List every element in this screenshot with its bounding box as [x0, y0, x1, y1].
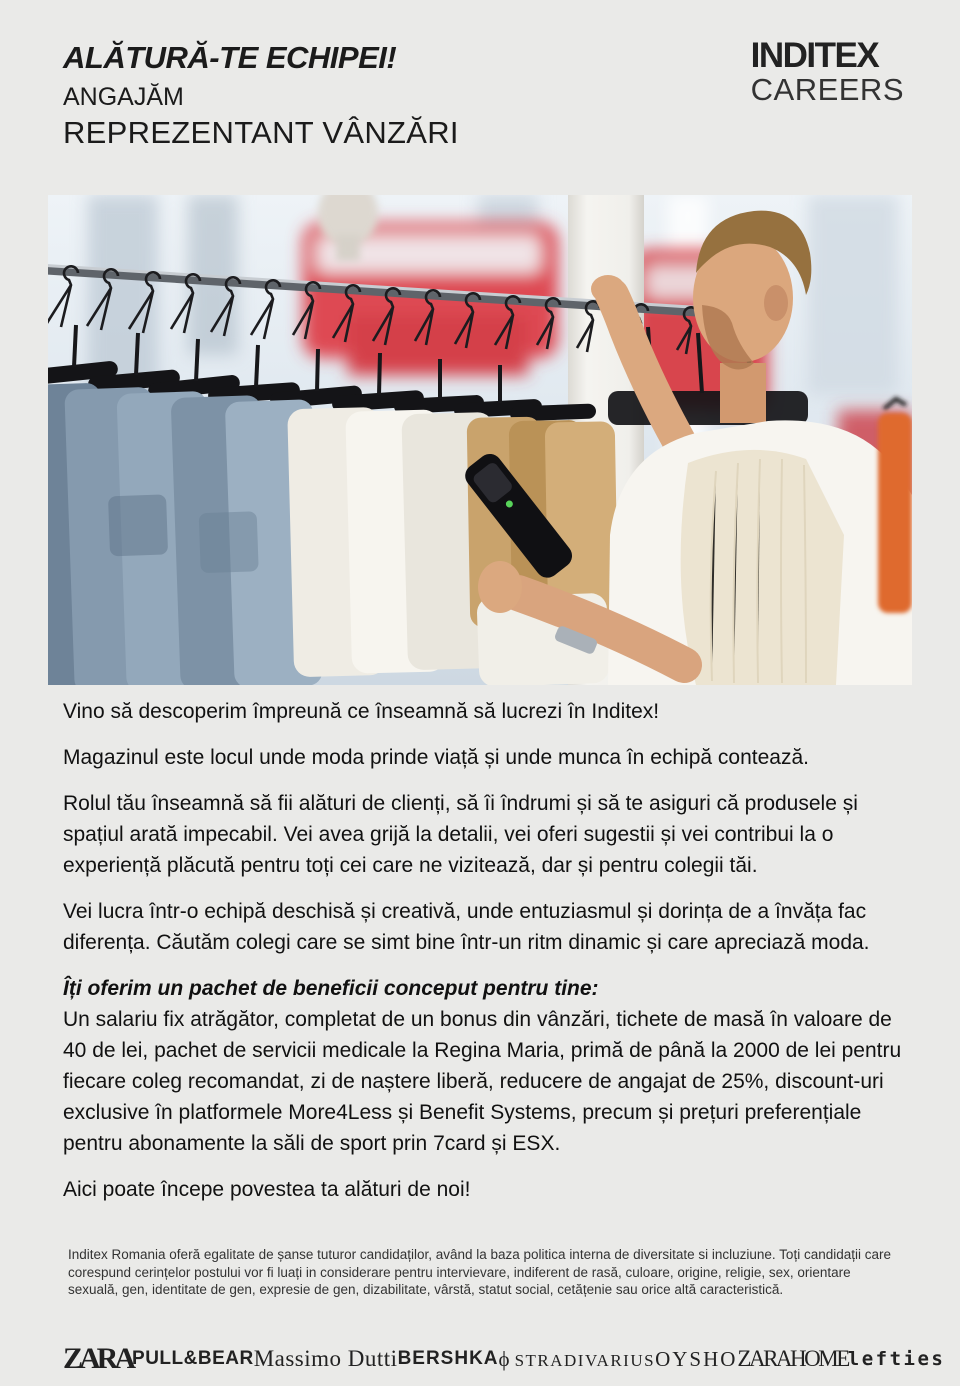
brand-logo-lefties: lefties: [847, 1348, 946, 1370]
paragraph-role: Rolul tău înseamnă să fii alături de clienți, să îi îndrumi și să te asiguri că produsele și spațiul arată impecabil. Vei avea grijă la detalii, vei oferi sugestii și vei contribui la o experiență plăcută pentru toți cei care ne vizitează, dar și pentru colegii tăi.: [63, 792, 858, 877]
inditex-careers-logo: [751, 38, 904, 105]
stradivarius-clef-icon: ϕ: [498, 1346, 510, 1371]
stradivarius-wordmark: STRADIVARIUS: [514, 1350, 656, 1370]
brand-logo-massimo-dutti: Massimo Dutti: [253, 1346, 398, 1371]
orange-garment: [878, 399, 912, 613]
brand-footer: [63, 1336, 946, 1382]
intro-line: Vino să descoperim împreună ce înseamnă să lucrezi în Inditex!: [63, 700, 660, 723]
logo-careers: CAREERS: [750, 72, 904, 107]
benefits-body: Un salariu fix atrăgător, completat de un bonus din vânzări, tichete de masă în valoare de 40 de lei, pachet de servicii medicale la Regina Maria, primă de până la 2000 de lei pentru fiecare coleg recomandat, zi de naștere liberă, reducere de angajat de 25%, discount-uri exclusive în platformele More4Less și Benefit Systems, precum și prețuri preferențiale pentru abonamente la săli de sport prin 7card și ESX.: [63, 1008, 902, 1155]
right-hand: [591, 275, 625, 303]
brand-logo-bershka: BERSHKA: [397, 1348, 499, 1369]
left-hand: [478, 561, 522, 613]
store-photo: [48, 195, 912, 685]
brand-logo-zara-home: ZARAHOME: [737, 1346, 848, 1371]
logo-inditex: INDITEX: [750, 36, 879, 75]
closing-line: Aici poate începe povestea ta alături de noi!: [63, 1178, 471, 1201]
benefits-heading: Îți oferim un pachet de beneficii conceput pentru tine:: [63, 977, 599, 1000]
ear: [764, 285, 788, 321]
store-photo-illustration: [48, 195, 912, 685]
paragraph-team: Vei lucra într-o echipă deschisă și creativă, unde entuziasmul și dorința de a învăța fac diferența. Căutăm colegi care se simt bine într-un ritm dinamic și care apreciază moda.: [63, 900, 870, 954]
brand-logo-stradivarius: [499, 1347, 656, 1372]
brand-logo-zara: ZARA: [63, 1342, 133, 1375]
body-copy: [63, 696, 905, 1220]
brand-logo-pull-and-bear: PULL&BEAR: [132, 1348, 254, 1369]
brand-logo-oysho: OYSHO: [655, 1346, 738, 1371]
hiring-label: ANGAJĂM: [63, 83, 184, 111]
page-title: REPREZENTANT VÂNZĂRI: [63, 115, 459, 150]
header: [63, 40, 459, 151]
tagline: ALĂTURĂ-TE ECHIPEI!: [63, 40, 397, 75]
equal-opportunity-disclaimer: Inditex Romania oferă egalitate de șanse tuturor candidaților, având la baza politica interna de diversitate si incluziune. Toți candidații care corespund cerințelor postului vor fi luați in considerare pentru intervievare, indiferent de rasă, culoare, origine, religie, sex, orientare sexuală, gen, identitate de gen, expresie de gen, dizabilitate, vârstă, statut social, cetățenie sau orice altă caracteristică.: [68, 1247, 891, 1297]
paragraph-store: Magazinul este locul unde moda prinde viață și unde munca în echipă contează.: [63, 746, 809, 769]
benefits-paragraph: [63, 973, 905, 1159]
